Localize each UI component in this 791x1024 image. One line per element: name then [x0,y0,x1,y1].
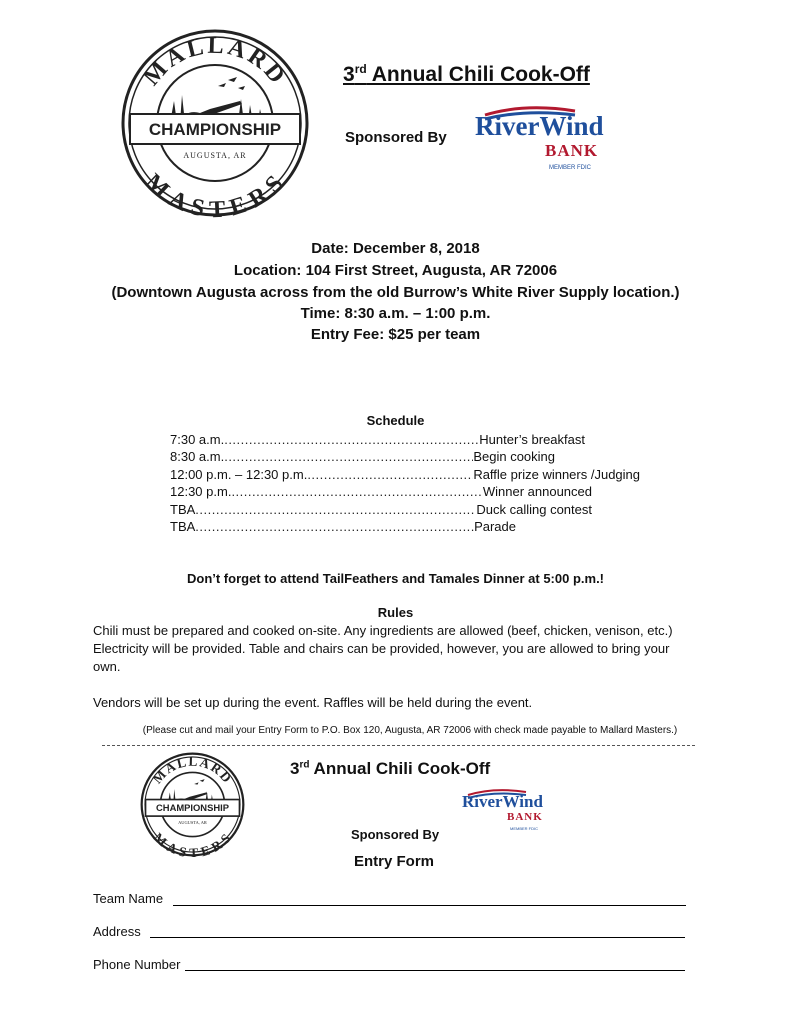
event-location: Location: 104 First Street, Augusta, AR 72006 [233,262,558,279]
riverwind-bank-logo [475,103,615,183]
schedule-row: TBA ..... Duck calling contest [170,501,592,518]
schedule-row: TBA ..... Parade [170,518,516,535]
svg-text:MALLARD [139,33,292,91]
event-time: Time: 8:30 a.m. – 1:00 p.m. [300,305,491,322]
svg-text:CHAMPIONSHIP: CHAMPIONSHIP [156,802,229,814]
sponsored-by-label: Sponsored By [345,129,447,146]
entry-form-heading: Entry Form [354,853,435,870]
team-name-field[interactable] [173,905,686,906]
entry-form-title: 3rd Annual Chili Cook-Off [290,759,491,778]
mail-instructions: (Please cut and mail your Entry Form to P.O. Box 120, Augusta, AR 72006 with check made payable to Mallard Masters.) [142,725,678,736]
schedule-row: 7:30 a.m. ..... Hunter’s breakfast [170,431,585,448]
entry-sponsored-by: Sponsored By [351,827,440,842]
member-fdic-text: MEMBER FDIC [549,165,591,171]
event-date: Date: December 8, 2018 [311,240,480,257]
schedule-heading: Schedule [366,413,425,428]
rules-heading: Rules [377,605,414,620]
cut-line [102,745,695,746]
schedule-row: 12:30 p.m. ..... Winner announced [170,483,592,500]
schedule-row: 12:00 p.m. – 12:30 p.m. ..... Raffle prize winners /Judging [170,466,640,483]
phone-number-field[interactable] [185,970,685,971]
svg-text:MALLARD: MALLARD [149,753,236,787]
svg-text:AUGUSTA, AR: AUGUSTA, AR [178,819,207,825]
logo-top-text: MALLARD [138,32,292,91]
riverwind-text: RiverWind [475,111,604,141]
entry-form-logo [140,752,245,857]
schedule-row: 8:30 a.m. ..... Begin cooking [170,448,555,465]
address-field[interactable] [150,937,685,938]
event-entry-fee: Entry Fee: $25 per team [310,326,481,343]
dinner-reminder: Don’t forget to attend TailFeathers and Tamales Dinner at 5:00 p.m.! [186,571,605,586]
logo-banner-text: CHAMPIONSHIP [148,120,282,139]
address-label: Address [93,924,141,939]
team-name-label: Team Name [93,891,164,906]
page-title: 3rd Annual Chili Cook-Off [343,62,590,86]
phone-number-label: Phone Number [93,957,181,972]
rules-text: Chili must be prepared and cooked on-site. Any ingredients are allowed (beef, chicken, venison, etc.) Electricity will be provided. Table and chairs can be provided, however, you are allowed to bring your own. Vendors will be set up during the event. Raffles will be held during the event. [93,623,673,710]
event-location-note: (Downtown Augusta across from the old Burrow’s White River Supply location.) [111,284,680,301]
svg-text:MASTERS: MASTERS [150,829,235,857]
riverwind-bank-logo-small: RiverWind BANK MEMBER FDIC [462,792,543,831]
logo-bottom-text: MASTERS [139,168,291,218]
bank-text: BANK [545,141,599,160]
svg-text:MASTERS [140,169,291,218]
logo-location-text: AUGUSTA, AR [183,151,247,160]
mallard-masters-logo [120,28,310,218]
